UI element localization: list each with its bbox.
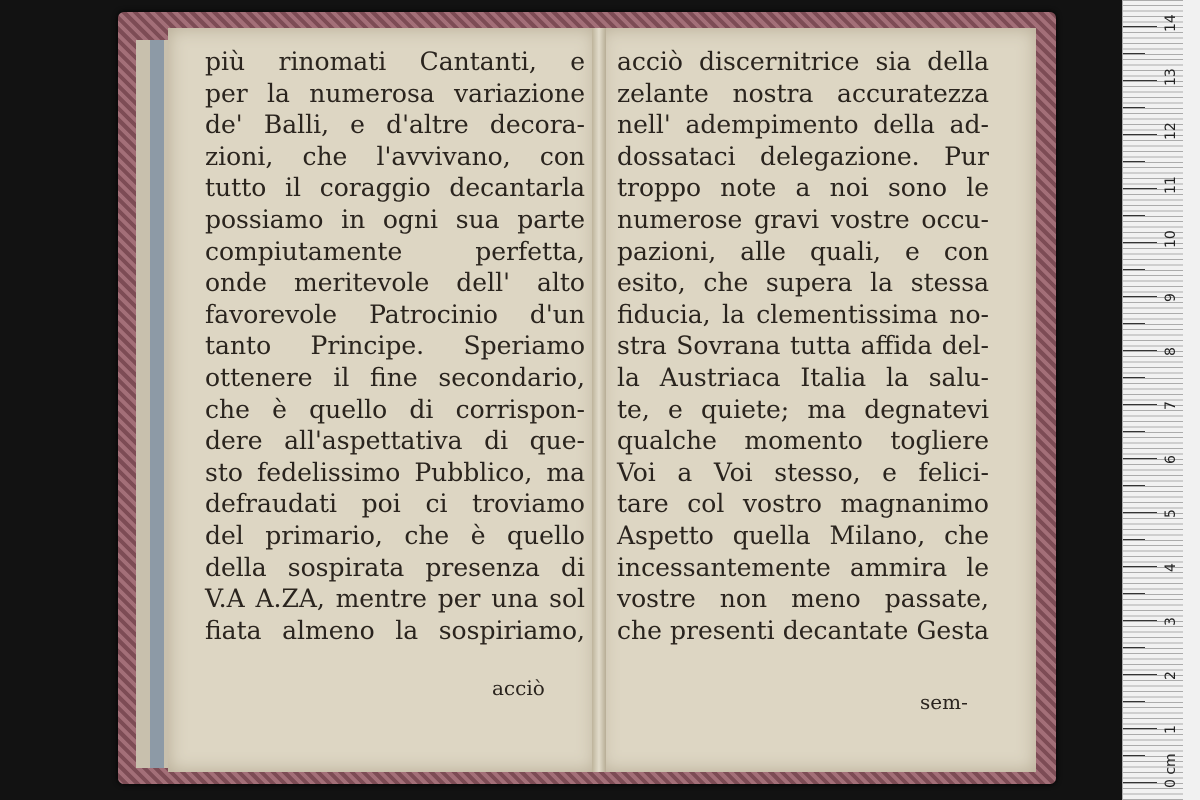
- text-line: la Austriaca Italia la salu-: [617, 362, 989, 392]
- ruler-number: 1: [1163, 725, 1179, 734]
- text-line: numerose gravi vostre occu-: [617, 204, 989, 234]
- ruler-half-tick: [1123, 431, 1145, 432]
- text-line: dere all'aspettativa di que-: [205, 426, 585, 456]
- ruler-number: 6: [1163, 455, 1179, 464]
- ruler-number: 8: [1163, 347, 1179, 356]
- text-line: esito, che supera la stessa: [617, 268, 989, 298]
- ruler-number: 9: [1163, 293, 1179, 302]
- ruler-cm-tick: [1123, 80, 1157, 81]
- text-line: incessantemente ammira le: [617, 552, 989, 582]
- text-line: Voi a Voi stesso, e felici-: [617, 457, 989, 487]
- ruler-number: 11: [1163, 176, 1179, 194]
- text-line: V.A A.ZA, mentre per una sol: [205, 584, 585, 614]
- left-catchword: acciò: [492, 676, 545, 700]
- right-page-text: [617, 46, 989, 646]
- ruler-cm-tick: [1123, 728, 1157, 729]
- ruler-cm-tick: [1123, 458, 1157, 459]
- ruler-half-tick: [1123, 755, 1145, 756]
- ruler-cm-tick: [1123, 566, 1157, 567]
- ruler-number: 3: [1163, 617, 1179, 626]
- ruler-number: 13: [1163, 68, 1179, 86]
- text-line: troppo note a noi sono le: [617, 173, 989, 203]
- text-line: dossataci delegazione. Pur: [617, 141, 989, 171]
- text-line: qualche momento togliere: [617, 426, 989, 456]
- text-line: te, e quiete; ma degnatevi: [617, 394, 989, 424]
- text-line: sto fedelissimo Pubblico, ma: [205, 457, 585, 487]
- ruler-cm-tick: [1123, 134, 1157, 135]
- text-line: possiamo in ogni sua parte: [205, 204, 585, 234]
- ruler-number: 10: [1163, 230, 1179, 248]
- ruler-cm-tick: [1123, 674, 1157, 675]
- ruler-half-tick: [1123, 161, 1145, 162]
- text-line: pazioni, alle quali, e con: [617, 236, 989, 266]
- book-gutter: [592, 28, 606, 772]
- right-catchword: sem-: [920, 690, 968, 714]
- ruler-cm-tick: [1123, 188, 1157, 189]
- ruler-cm-tick: [1123, 782, 1157, 783]
- measuring-ruler: [1122, 0, 1200, 800]
- text-line: del primario, che è quello: [205, 520, 585, 550]
- ruler-half-tick: [1123, 107, 1145, 108]
- text-line: della sospirata presenza di: [205, 552, 585, 582]
- ruler-half-tick: [1123, 215, 1145, 216]
- ruler-half-tick: [1123, 377, 1145, 378]
- text-line: tare col vostro magnanimo: [617, 489, 989, 519]
- text-line: vostre non meno passate,: [617, 584, 989, 614]
- ruler-half-tick: [1123, 323, 1145, 324]
- text-line: nell' adempimento della ad-: [617, 110, 989, 140]
- page-edges: [136, 40, 172, 768]
- ruler-half-tick: [1123, 485, 1145, 486]
- text-line: fiducia, la clementissima no-: [617, 299, 989, 329]
- left-page-text: [205, 46, 585, 646]
- text-line: per la numerosa variazione: [205, 78, 585, 108]
- text-line: stra Sovrana tutta affida del-: [617, 331, 989, 361]
- text-line: più rinomati Cantanti, e: [205, 47, 585, 76]
- ruler-number: 5: [1163, 509, 1179, 518]
- text-line: ottenere il fine secondario,: [205, 362, 585, 392]
- blue-flyleaf: [150, 40, 164, 768]
- text-line: onde meritevole dell' alto: [205, 268, 585, 298]
- text-line: che presenti decantate Gesta: [617, 615, 989, 645]
- text-line: fiata almeno la sospiriamo,: [205, 615, 585, 645]
- text-line: compiutamente perfetta,: [205, 236, 585, 266]
- ruler-number: 7: [1163, 401, 1179, 410]
- text-line: acciò discernitrice sia della: [617, 47, 989, 76]
- ruler-cm-tick: [1123, 404, 1157, 405]
- ruler-cm-tick: [1123, 26, 1157, 27]
- text-line: Aspetto quella Milano, che: [617, 520, 989, 550]
- ruler-number: 4: [1163, 563, 1179, 572]
- ruler-half-tick: [1123, 593, 1145, 594]
- text-line: zelante nostra accuratezza: [617, 78, 989, 108]
- text-line: favorevole Patrocinio d'un: [205, 299, 585, 329]
- ruler-half-tick: [1123, 53, 1145, 54]
- ruler-cm-tick: [1123, 350, 1157, 351]
- ruler-number: 14: [1163, 14, 1179, 32]
- text-line: che è quello di corrispon-: [205, 394, 585, 424]
- text-line: tutto il coraggio decantarla: [205, 173, 585, 203]
- ruler-cm-tick: [1123, 242, 1157, 243]
- ruler-millimeter-marks: [1123, 0, 1183, 800]
- text-line: tanto Principe. Speriamo: [205, 331, 585, 361]
- ruler-number: 0 cm: [1163, 753, 1179, 788]
- ruler-cm-tick: [1123, 296, 1157, 297]
- ruler-number: 12: [1163, 122, 1179, 140]
- ruler-cm-tick: [1123, 512, 1157, 513]
- ruler-half-tick: [1123, 647, 1145, 648]
- ruler-cm-tick: [1123, 620, 1157, 621]
- ruler-half-tick: [1123, 269, 1145, 270]
- ruler-number: 2: [1163, 671, 1179, 680]
- ruler-half-tick: [1123, 539, 1145, 540]
- text-line: zioni, che l'avvivano, con: [205, 141, 585, 171]
- text-line: de' Balli, e d'altre decora-: [205, 110, 585, 140]
- text-line: defraudati poi ci troviamo: [205, 489, 585, 519]
- ruler-half-tick: [1123, 701, 1145, 702]
